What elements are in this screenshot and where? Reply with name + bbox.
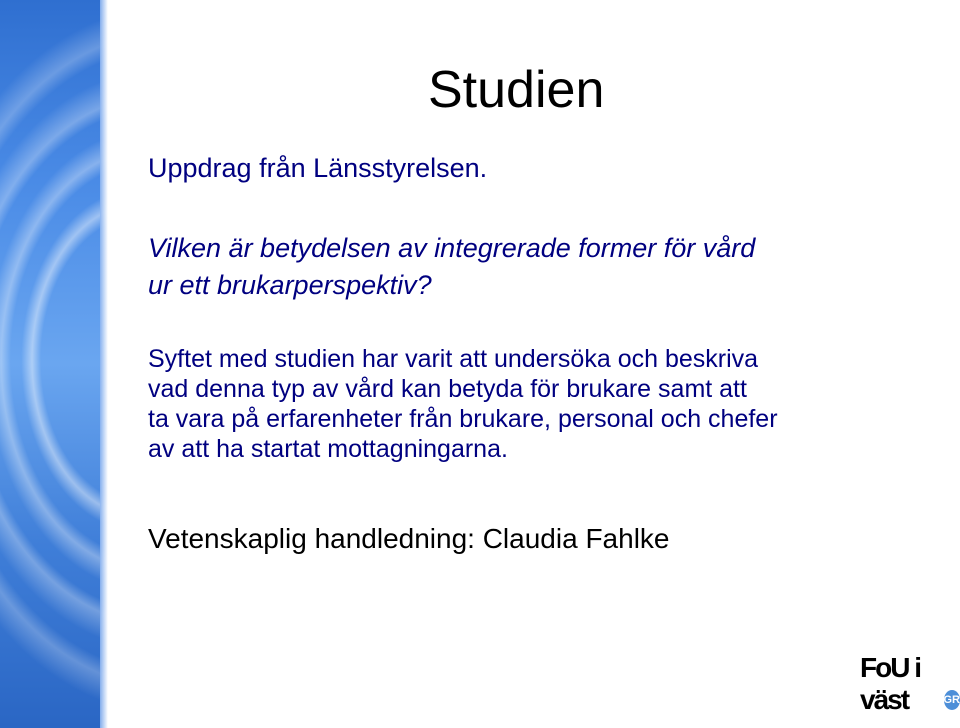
fou-vast-logo [860, 652, 960, 716]
research-question [148, 230, 755, 304]
question-line-1: Vilken är betydelsen av integrerade former för vård [148, 233, 756, 263]
gr-badge-icon: GR [944, 690, 960, 710]
logo-wordmark: FoU i väst [860, 652, 920, 715]
purpose-line-2: vad denna typ av vård kan betyda för brukare samt att [148, 375, 747, 403]
purpose-line-3: ta vara på erfarenheter från brukare, personal och chefer [148, 405, 778, 433]
purpose-line-1: Syftet med studien har varit att undersöka och beskriva [148, 345, 759, 373]
side-band-edge [100, 0, 108, 728]
slide-title: Studien [428, 61, 605, 119]
decorative-side-band [0, 0, 107, 728]
intro-text: Uppdrag från Länsstyrelsen. [148, 153, 488, 183]
purpose-line-4: av att ha startat mottagningarna. [148, 435, 508, 463]
supervision-text: Vetenskaplig handledning: Claudia Fahlke [148, 523, 670, 554]
question-line-2: ur ett brukarperspektiv? [148, 270, 432, 300]
purpose-paragraph [148, 344, 778, 464]
